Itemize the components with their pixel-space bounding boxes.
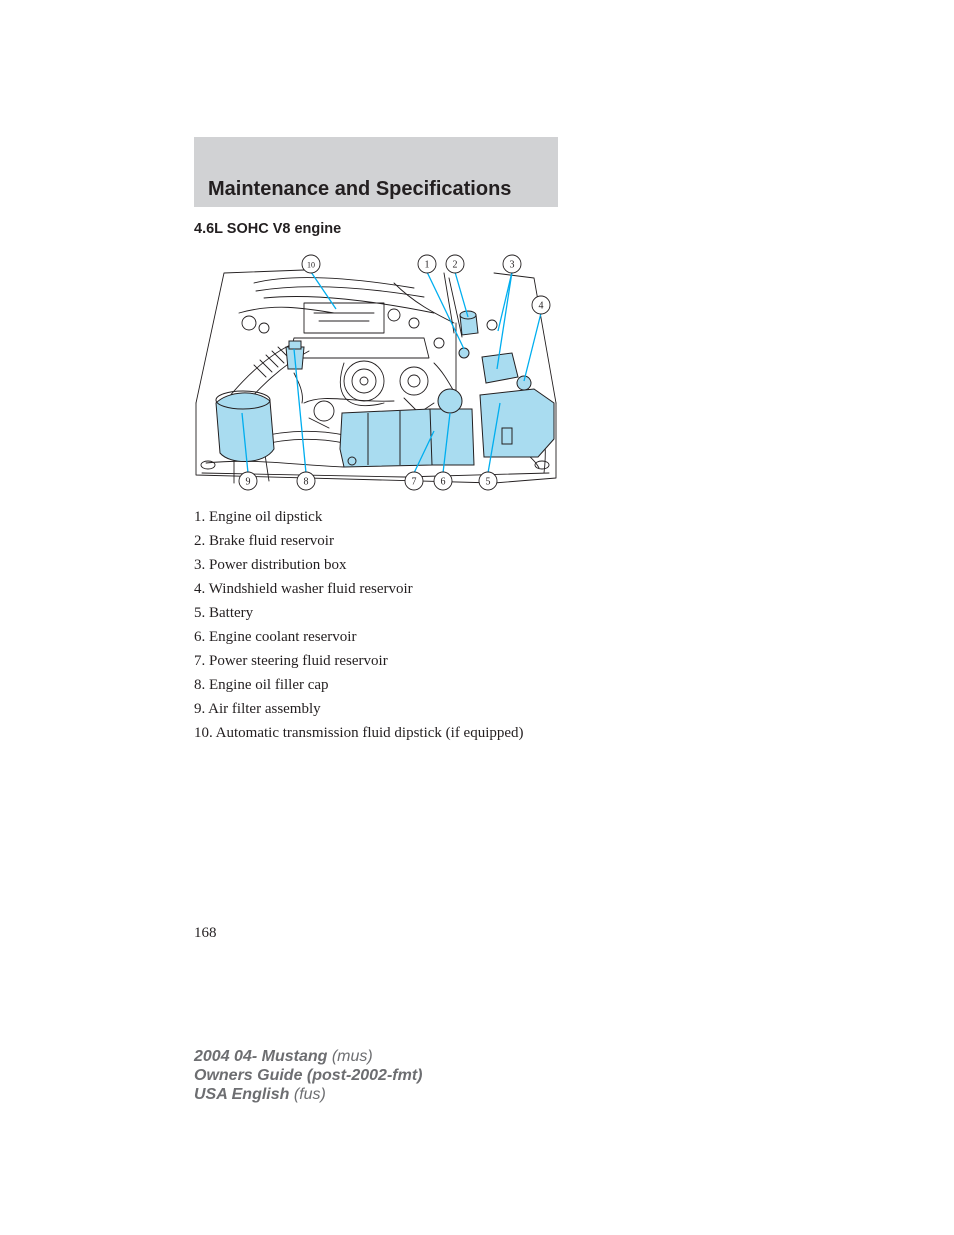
legend-item: 10. Automatic transmission fluid dipstick (if equipped) — [194, 725, 524, 741]
highlighted-components — [216, 311, 554, 467]
legend-item: 7. Power steering fluid reservoir — [194, 653, 388, 669]
washer-fluid-cap — [517, 376, 531, 390]
callout-2: 2 — [452, 259, 458, 271]
section-title: Maintenance and Specifications — [208, 178, 512, 200]
footer-language: USA English — [194, 1086, 290, 1103]
callout-7: 7 — [411, 476, 417, 488]
footer-line-3 — [194, 1085, 422, 1104]
coolant-cap — [438, 389, 462, 413]
engine-subheading: 4.6L SOHC V8 engine — [194, 221, 342, 237]
footer-model-code: (mus) — [331, 1048, 373, 1065]
legend-item: 9. Air filter assembly — [194, 701, 321, 717]
engine-coolant-reservoir — [430, 409, 474, 465]
power-distribution-box — [482, 353, 518, 383]
footer-language-code: (fus) — [293, 1086, 326, 1103]
component-legend — [194, 509, 524, 749]
footer-line-1 — [194, 1047, 422, 1066]
callout-8: 8 — [303, 476, 309, 488]
footer-line-2 — [194, 1066, 422, 1085]
legend-item: 4. Windshield washer fluid reservoir — [194, 581, 413, 597]
page-number: 168 — [194, 925, 217, 941]
document-footer — [194, 1047, 422, 1104]
legend-item: 5. Battery — [194, 605, 254, 621]
oil-dipstick-ring — [459, 348, 469, 358]
engine-diagram — [194, 253, 558, 495]
legend-item: 1. Engine oil dipstick — [194, 509, 323, 525]
battery — [480, 389, 554, 457]
air-filter-assembly — [216, 393, 274, 462]
legend-item: 2. Brake fluid reservoir — [194, 533, 334, 549]
legend-item: 8. Engine oil filler cap — [194, 677, 329, 693]
callout-10: 10 — [307, 260, 315, 270]
callout-9: 9 — [245, 476, 251, 488]
legend-item: 6. Engine coolant reservoir — [194, 629, 357, 645]
callout-5: 5 — [485, 476, 491, 488]
footer-model: 2004 04- Mustang — [194, 1048, 328, 1065]
section-header-band — [194, 137, 558, 207]
footer-guide: Owners Guide (post-2002-fmt) — [194, 1067, 423, 1084]
callout-6: 6 — [440, 476, 446, 488]
legend-item: 3. Power distribution box — [194, 557, 347, 573]
callout-1: 1 — [424, 259, 430, 271]
callout-4: 4 — [538, 300, 544, 312]
callout-3: 3 — [509, 259, 515, 271]
